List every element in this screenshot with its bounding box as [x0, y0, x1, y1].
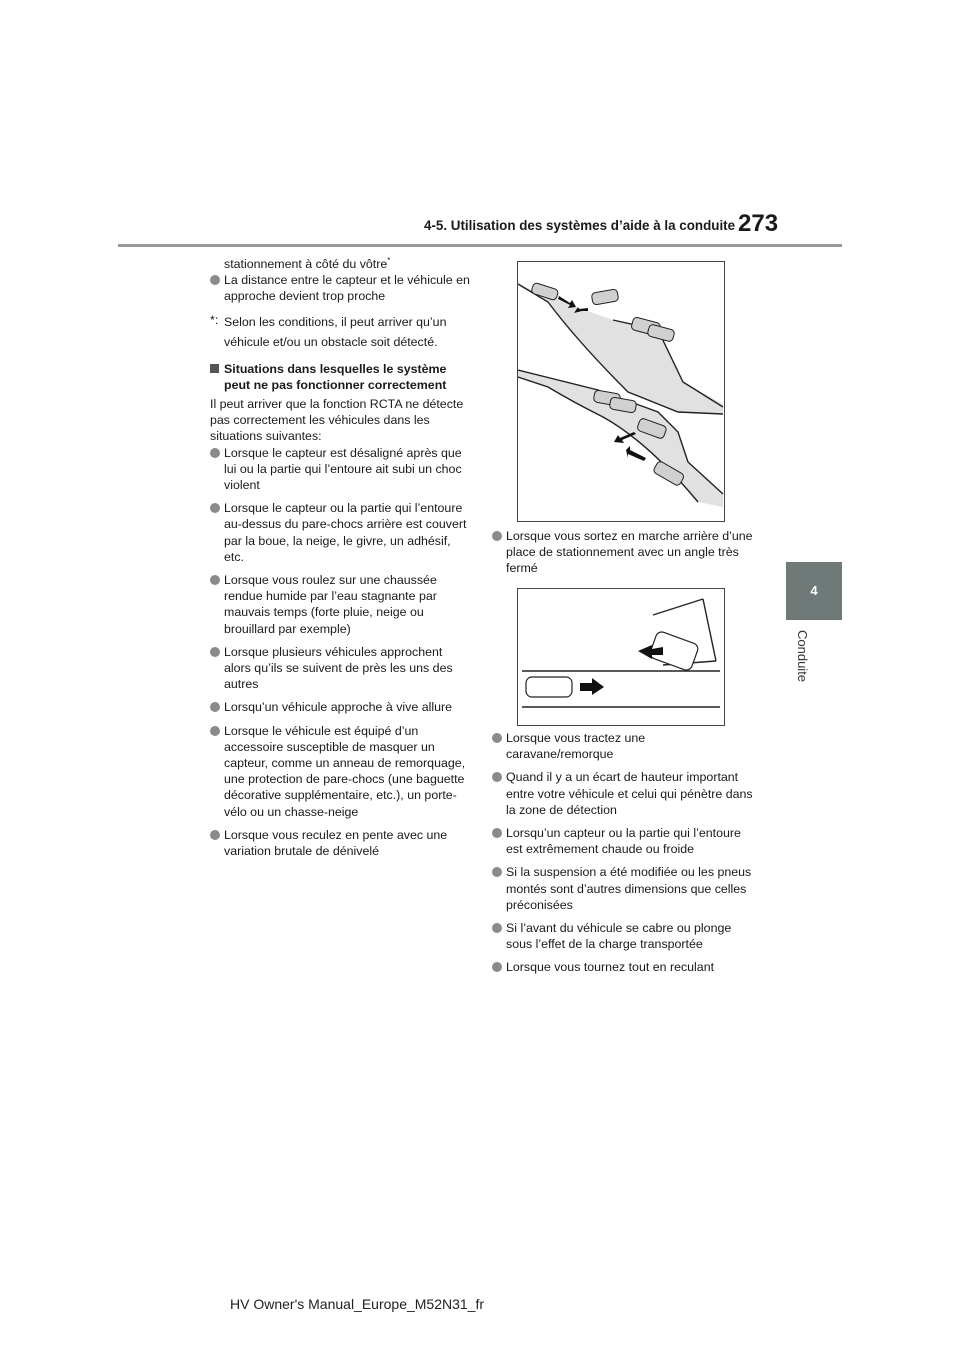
slope-road-illustration [517, 261, 725, 522]
bullet-icon [210, 503, 220, 513]
left-column [210, 256, 472, 866]
list-item: Lorsque vous roulez sur une chaussée rendue humide par l’eau stagnante par mauvais temps (forte pluie, neige ou brouillard par exemple) [210, 572, 472, 637]
list-item: Lorsque vous sortez en marche arrière d’une place de stationnement avec un angle très fermé [492, 528, 754, 577]
section-heading: Situations dans lesquelles le système peut ne pas fonctionner correctement [210, 361, 472, 393]
list-item: Lorsqu’un capteur ou la partie qui l’entoure est extrêmement chaude ou froide [492, 825, 754, 857]
bullet-icon [492, 962, 502, 972]
chapter-tab-number: 4 [786, 562, 842, 620]
list-item: Lorsque plusieurs véhicules approchent alors qu’ils se suivent de près les uns des autres [210, 644, 472, 693]
list-item: Lorsqu’un véhicule approche à vive allure [210, 699, 472, 715]
continued-item: stationnement à côté du vôtre* [224, 255, 391, 271]
list-item: Si la suspension a été modifiée ou les pneus montés sont d’autres dimensions que celles préconisées [492, 864, 754, 913]
bullet-icon [210, 275, 220, 285]
list-item: Lorsque le véhicule est équipé d’un accessoire susceptible de masquer un capteur, comme un anneau de remorquage, une protection de pare-chocs (une baguette décorative supplémentaire, etc.), un porte-vélo ou un chasse-neige [210, 723, 472, 820]
bullet-icon [210, 575, 220, 585]
bullet-icon [210, 830, 220, 840]
right-column-list [492, 730, 754, 983]
footer-manual-id: HV Owner's Manual_Europe_M52N31_fr [230, 1296, 485, 1312]
list-item: Lorsque vous reculez en pente avec une variation brutale de dénivelé [210, 827, 472, 859]
bullet-icon [492, 733, 502, 743]
bullet-icon [492, 867, 502, 877]
chapter-tab-label: Conduite [795, 630, 810, 683]
footnote: *: Selon les conditions, il peut arriver qu’un véhicule et/ou un obstacle soit détecté. [210, 312, 447, 349]
square-bullet-icon [210, 364, 219, 373]
list-item: La distance entre le capteur et le véhicule en approche devient trop proche [210, 272, 472, 304]
right-column-top [492, 528, 754, 584]
header-divider [118, 244, 842, 247]
bullet-icon [492, 531, 502, 541]
bullet-icon [210, 726, 220, 736]
parking-exit-illustration [517, 588, 725, 726]
list-item: Quand il y a un écart de hauteur important entre votre véhicule et celui qui pénètre dans la zone de détection [492, 769, 754, 818]
bullet-icon [210, 647, 220, 657]
bullet-icon [492, 923, 502, 933]
bullet-icon [210, 702, 220, 712]
list-item: Lorsque vous tractez une caravane/remorque [492, 730, 754, 762]
section-intro: Il peut arriver que la fonction RCTA ne détecte pas correctement les véhicules dans les situations suivantes: [210, 397, 464, 444]
page-number: 273 [738, 210, 779, 237]
list-item: Si l’avant du véhicule se cabre ou plonge sous l’effet de la charge transportée [492, 920, 754, 952]
bullet-icon [492, 772, 502, 782]
list-item: Lorsque le capteur ou la partie qui l’entoure au-dessus du pare-chocs arrière est couvert par la boue, la neige, le givre, un adhésif, etc. [210, 500, 472, 565]
bullet-icon [492, 828, 502, 838]
list-item: Lorsque vous tournez tout en reculant [492, 959, 754, 975]
section-title: 4-5. Utilisation des systèmes d’aide à la conduite [424, 218, 736, 233]
bullet-icon [210, 448, 220, 458]
list-item: Lorsque le capteur est désaligné après que lui ou la partie qui l’entoure ait subi un choc violent [210, 445, 472, 494]
